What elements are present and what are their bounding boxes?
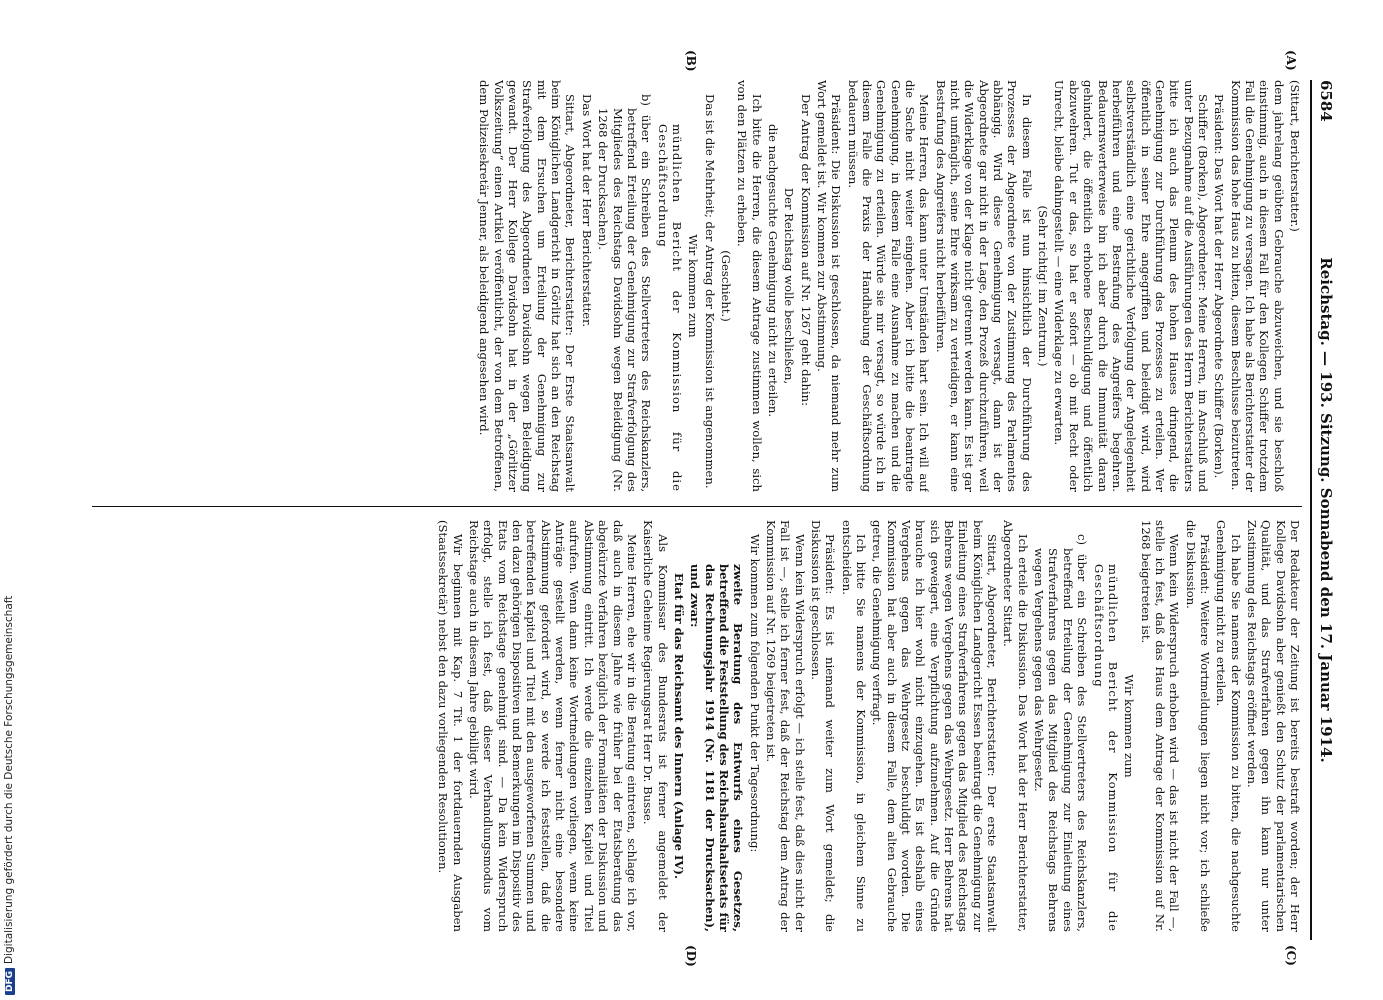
paragraph: Ich bitte die Herren, die diesem Antrage zustimmen wollen, sich von den Plätzen zu erheben.: [735, 80, 764, 492]
margin-marker-c: (C): [1284, 945, 1298, 966]
paragraph: Präsident: Die Diskussion ist geschlossen, da niemand mehr zum Wort gemeldet ist. Wir kommen zur Abstimmung.: [815, 80, 844, 492]
paragraph: In diesem Falle ist nun hinsichtlich der Durchführung des Prozesses der Abgeordnete von der Zustimmung des Parlamentes abhängig. Wird diese Genehmigung versagt, dann ist der Abgeordnete gar nicht in der Lage, den Prozeß durchzuführen, weil die Widerklage von der Klage nicht getrennt werden kann. Es ist gar nicht umfänglich, seine Ehre wirksam zu verteidigen, er kann eine Bestrafung des Angreifers nicht herbeiführen.: [933, 80, 1034, 492]
paragraph: Wir beginnen mit Kap. 7 Tit. 1 der fortdauernden Ausgaben (Staatssekretär) nebst den dazu vorliegenden Resolutionen.: [436, 520, 465, 932]
paragraph: Schiffer (Borken), Abgeordneter: Meine Herren, im Anschluß und unter Bezugnahme auf die Ausführungen des Herrn Berichterstatters bitte ich auch das Plenum des hohen Hauses dringend, die Genehmigung zur Durchführung des Prozesses zu erteilen. Wer öffentlich in seiner Ehre angegriffen und beleidigt wird, wird selbstverständlich eine gerichtliche Verfolgung der Angelegenheit herbeiführen und eine Bestrafung des Angreifers begehren. Bedauernswerterweise bin ich aber durch die Immunität daran gehindert, die öffentlich erhobene Beschuldigung und öffentlich abzuwehren. Tut er das, so hat er sofort — ob mit Recht oder Unrecht, bleibe dahingestellt — eine Widerklage zu erwarten.: [1052, 80, 1210, 492]
margin-marker-d: (D): [684, 945, 698, 967]
agenda-intro: Wir kommen zum: [1122, 674, 1137, 778]
paragraph: Wenn kein Widerspruch erfolgt — ich stelle fest, daß dies nicht der Fall ist —, stelle ich ferner fest, daß der Reichstag dem Antrag der Kommission auf Nr. 1269 beigetreten ist.: [763, 520, 807, 932]
paragraph: Präsident: Weitere Wortmeldungen liegen nicht vor; ich schließe die Diskussion.: [1183, 520, 1212, 932]
agenda-heading: mündlichen Bericht der Kommission für die Geschäftsordnung: [1091, 564, 1120, 932]
paragraph: Meine Herren, ehe wir in die Beratung eintreten, schlage ich vor, daß auch in diesem Jahre wie früher bei der Etatsberatung das abgekürzte Verfahren bezüglich der Formalitäten der Diskussion und Abstimmung eintritt. Ich werde die einzelnen Kapitel und Titel aufrufen. Wenn dann keine Wortmeldungen vorliegen, wenn keine Anträge gestellt werden, wenn ferner nicht eine besondere Abstimmung gefordert wird, so werde ich feststellen, daß die betreffenden Kapitel und Titel mit den ausgeworfenen Summen und den dazu gehörigen Dispositiven und Bemerkungen im Dispositiv des Etats vom Reichstage genehmigt sind. — Da kein Widerspruch erfolgt, stelle ich fest, daß dieser Verhandlungsmodus vom Reichstage auch in diesem Jahre gebilligt wird.: [467, 520, 639, 932]
margin-marker-a: (A): [1284, 50, 1298, 71]
paragraph: Wir kommen zum folgenden Punkt der Tagesordnung:: [747, 534, 762, 853]
speaker-note: (Sittart, Berichterstatter.): [1288, 80, 1302, 232]
paragraph: Der Antrag der Kommission auf Nr. 1267 geht dahin:: [798, 94, 813, 407]
paragraph: Der Redakteur der Zeitung ist bereits bestraft worden; der Herr Kollege Davidsohn aber genießt den Schutz der parlamentarischen Qualität, und das Strafverfahren gegen ihn kann nur unter Zustimmung des Reichstags eröffnet werden.: [1244, 520, 1302, 932]
paragraph: Wenn kein Widerspruch erhoben wird — das ist nicht der Fall —, stelle ich fest, daß das Haus dem Antrage der Kommission auf Nr. 1268 beigetreten ist.: [1138, 520, 1182, 932]
agenda-subheading: Etat für das Reichsamt des Innern (Anlage IV).: [671, 572, 686, 879]
paragraph: Als Kommissar des Bundesrats ist ferner angemeldet der Kaiserliche Geheime Regierungsrat Herr Dr. Busse.: [641, 520, 670, 932]
paragraph: Sittart, Abgeordneter, Berichterstatter: Der Erste Staatsanwalt beim Königlichen Landgericht in Görlitz hat sich an den Reichstag mit dem Ersuchen um Erteilung der Genehmigung zur Strafverfolgung des Abgeordneten Davidsohn wegen Beleidigung gewandt. Der Herr Kollege Davidsohn hat in der „Görlitzer Volkszeitung“ einen Artikel veröffentlicht, der von dem Betroffenen, dem Polizeisekretär Jenner, als beleidigend angesehen wird.: [477, 80, 578, 492]
motion-text: die nachgesuchte Genehmigung nicht zu erteilen.: [765, 124, 780, 418]
page-header: [1310, 80, 1338, 940]
margin-marker-b: (B): [684, 50, 698, 72]
paragraph: Präsident: Es ist niemand weiter zum Wort gemeldet; die Diskussion ist geschlossen.: [809, 520, 838, 932]
interjection: (Geschieht.): [718, 250, 733, 322]
document-page: [83, 50, 1338, 967]
motion-line: Der Reichstag wolle beschließen,: [782, 187, 797, 385]
agenda-item-b: b) über ein Schreiben des Stellvertreters des Reichskanzlers, betreffend Erteilung der Genehmigung zur Strafverfolgung des Mitgliedes des Reichstags Davidsohn wegen Beleidigung (Nr. 1268 der Drucksachen).: [596, 94, 654, 492]
paragraph: Meine Herren, das kann unter Umständen hart sein. Ich will auf die Sache nicht weiter eingehen. Aber ich bitte die beantragte Genehmigung, in diesem Falle eine Ausnahme zu machen und die Genehmigung zu erteilen. Würde sie mir versagt, so würde ich in diesem Falle die Praxis der Handhabung der Geschäftsordnung bedauern müssen.: [845, 80, 932, 492]
interjection: (Sehr richtig! im Zentrum.): [1036, 205, 1051, 367]
paragraph: Ich habe Sie namens der Kommission zu bitten, die nachgesuchte Genehmigung nicht zu erteilen.: [1214, 520, 1243, 932]
agenda-item-c: c) über ein Schreiben des Stellvertreters des Reichskanzlers, betreffend Erteilung der Genehmigung zur Einleitung eines Strafverfahrens gegen das Mitglied des Reichstags Behrens wegen Vergehens gegen das Wehrgesetz.: [1032, 534, 1090, 932]
paragraph: dem jahrelang geübten Gebrauche abzuweichen, und sie beschloß einstimmig, auch in diesem Fall für den Kollegen Schiffer trotzdem Fall die Genehmigung zu versagen. Ich habe als Berichterstatter der Kommission das hohe Haus zu bitten, diesem Beschlusse beizutreten.: [1228, 80, 1286, 492]
funding-note-strip: [0, 0, 22, 1000]
paragraph: Sittart, Abgeordneter, Berichterstatter: Der erste Staatsanwalt beim Königlichen Landgericht Essen beantragt die Genehmigung zur Einleitung eines Strafverfahrens gegen das Mitglied des Reichstags Behrens wegen Vergehens gegen das Wehrgesetz. Herr Behrens hat sich geweigert, eine Verpflichtung aufzunehmen. Auf die Gründe brauche ich hier wohl nicht einzugehen. Es ist deshalb eines Vergehens gegen das Wehrgesetz beschuldigt worden. Die Kommission hat aber auch in diesem Falle, dem alten Gebrauche getreu, die Genehmigung verfragt.: [870, 520, 1000, 932]
right-column: [92, 520, 1302, 932]
funding-note-text: Digitalisierung gefördert durch die Deutsche Forschungsgemeinschaft: [3, 595, 15, 964]
paragraph: Ich bitte Sie namens der Kommission, in gleichem Sinne zu entscheiden.: [839, 520, 869, 932]
paragraph: Ich erteile die Diskussion. Das Wort hat der Herr Berichterstatter, Abgeordneter Sittart.: [1001, 520, 1030, 932]
agenda-heading: mündlichen Bericht der Kommission für die Geschäftsordnung: [655, 124, 684, 492]
paragraph: Das Wort hat der Herr Berichterstatter.: [579, 94, 594, 328]
paragraph: Präsident: Das Wort hat der Herr Abgeordnete Schiffer (Borken).: [1212, 94, 1227, 479]
agenda-intro: Wir kommen zum: [686, 234, 701, 338]
left-column: [92, 80, 1302, 492]
paragraph: Das ist die Mehrheit; der Antrag der Kommission ist angenommen.: [702, 94, 717, 489]
page-title: Reichstag. — 193. Sitzung. Sonnabend den 17. Januar 1914.: [1317, 257, 1335, 763]
page-number: 6584: [1317, 80, 1335, 122]
agenda-heading: zweite Beratung des Entwurfs eines Gesetzes, betreffend die Feststellung des Reichshaushaltsetats für das Rechnungsjahr 1914 (Nr. 1181 der Drucksachen), und zwar:: [688, 564, 746, 932]
dfg-logo: DFG: [5, 968, 15, 995]
column-divider: [92, 506, 1302, 507]
funding-note: [3, 596, 15, 995]
